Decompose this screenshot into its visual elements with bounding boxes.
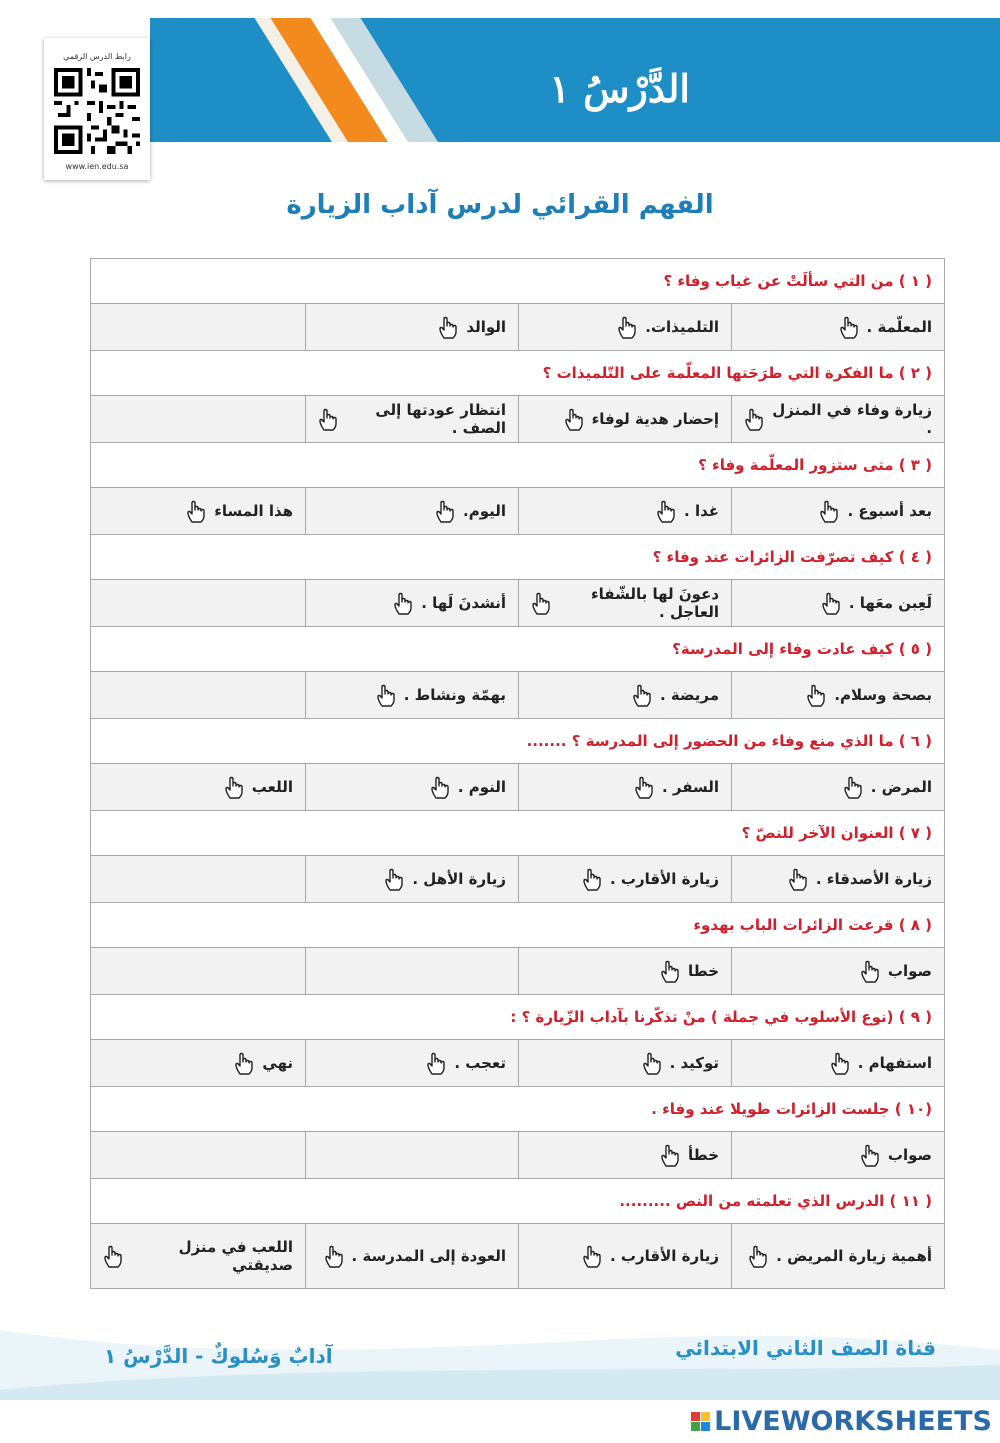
pointing-hand-icon[interactable] [660,959,682,983]
answer-option[interactable] [306,1040,519,1087]
answer-option-label: نهي [262,1054,294,1072]
answer-option-content [744,315,932,339]
answer-option[interactable] [732,1040,945,1087]
pointing-hand-icon[interactable] [748,1244,770,1268]
pointing-hand-icon[interactable] [224,775,246,799]
liveworksheets-brand[interactable] [691,1406,992,1437]
answer-option-label: العودة إلى المدرسة . [351,1247,507,1265]
answer-option[interactable] [306,764,519,811]
answer-option-content [744,401,932,437]
question-row [91,719,945,764]
question-row [91,1179,945,1224]
answer-option-content [744,683,932,707]
answer-option-content [744,591,932,615]
answer-option-label: زيارة وفاء في المنزل . [772,401,933,437]
answer-option-label: المعلّمة . [866,318,933,336]
answer-option-content [318,401,506,437]
question-text: ( ١ ) من التي سألَتْ عن غياب وفاء ؟ [91,259,945,304]
side-mark [995,70,1000,140]
answer-option-label: هذا المساء [214,502,294,520]
qr-caption: رابط الدرس الرقمي [63,52,131,61]
liveworksheets-logo-icon [691,1412,710,1431]
answer-option-label: إحضار هدية لوفاء [591,410,720,428]
pointing-hand-icon[interactable] [384,867,406,891]
pointing-hand-icon[interactable] [426,1051,448,1075]
answer-option-content [318,775,506,799]
answer-option-content [531,867,719,891]
answer-option-label: استفهام . [857,1054,933,1072]
question-row [91,443,945,488]
question-text: ( ٦ ) ما الذي منع وفاء من الحضور إلى المدرسة ؟ ....... [91,719,945,764]
pointing-hand-icon[interactable] [531,591,553,615]
empty-cell [91,1132,306,1179]
answer-option[interactable] [306,580,519,627]
empty-cell [91,304,306,351]
pointing-hand-icon[interactable] [860,1143,882,1167]
answer-option[interactable] [519,304,732,351]
liveworksheets-wordmark: LIVEWORKSHEETS [714,1406,992,1437]
pointing-hand-icon[interactable] [324,1244,346,1268]
answer-option-label: بهمّة ونشاط . [403,686,507,704]
answer-option-label: خطا [687,962,720,980]
answer-option-content [744,775,932,799]
answer-option-content [531,499,719,523]
answer-option-content [744,1244,932,1268]
answer-option[interactable] [732,580,945,627]
pointing-hand-icon[interactable] [656,499,678,523]
answer-option-label: انتظار عودتها إلى الصف . [375,401,507,437]
answer-option-content [103,775,293,799]
pointing-hand-icon[interactable] [642,1051,664,1075]
answer-option-label: دعونَ لها بالشّفاء العاجل . [591,585,720,621]
qr-url: www.ien.edu.sa [65,162,129,171]
answer-option[interactable] [732,1224,945,1289]
answer-option[interactable] [306,856,519,903]
answer-option-content [318,499,506,523]
answer-row [91,672,945,719]
pointing-hand-icon[interactable] [393,591,415,615]
empty-cell [91,948,306,995]
answer-option-label: خطأ [687,1146,720,1164]
question-row [91,1087,945,1132]
pointing-hand-icon[interactable] [186,499,208,523]
answer-row [91,488,945,535]
answer-row [91,948,945,995]
empty-cell [91,672,306,719]
answer-option-label: بصحة وسلام. [834,686,933,704]
pointing-hand-icon[interactable] [435,499,457,523]
answer-row [91,304,945,351]
question-text: ( ١١ ) الدرس الذي تعلمته من النص ......... [91,1179,945,1224]
pointing-hand-icon[interactable] [634,775,656,799]
answer-option[interactable] [732,948,945,995]
empty-cell [306,948,519,995]
pointing-hand-icon[interactable] [617,315,639,339]
answer-option[interactable] [519,764,732,811]
pointing-hand-icon[interactable] [234,1051,256,1075]
question-text: ( ٩ ) (نوع الأسلوب في جملة ) منْ تذكّرنا بآداب الزّيارة ؟ : [91,995,945,1040]
answer-option-content [531,1244,719,1268]
answer-option-label: غدا . [684,502,720,520]
answer-row [91,1132,945,1179]
qr-card[interactable] [44,38,150,180]
answer-option[interactable] [91,764,306,811]
answer-option-content [318,1051,506,1075]
answer-option-content [744,1051,932,1075]
answer-option-label: أنشدنَ لَها . [421,594,507,612]
answer-option-label: زيارة الأصدقاء . [815,870,933,888]
answer-option[interactable] [732,488,945,535]
page-title: الفهم القرائي لدرس آداب الزيارة [286,190,714,220]
answer-option[interactable] [91,1040,306,1087]
answer-option-label: التلميذات. [645,318,720,336]
answer-option-content [531,407,719,431]
answer-option-content [103,499,293,523]
answer-option[interactable] [732,764,945,811]
answer-option-content [318,591,506,615]
empty-cell [91,856,306,903]
answer-option-content [744,1143,932,1167]
question-text: (١٠ ) جلست الزائرات طويلا عند وفاء . [91,1087,945,1132]
answer-row [91,764,945,811]
answer-row [91,396,945,443]
question-text: ( ٢ ) ما الفكرة التي طرَحَتها المعلّمة على التّلميذات ؟ [91,351,945,396]
answer-row [91,1224,945,1289]
question-text: ( ٧ ) العنوان الآخر للنصّ ؟ [91,811,945,856]
answer-option[interactable] [519,1040,732,1087]
answer-option-label: صواب [887,1146,933,1164]
answer-option-content [531,585,719,621]
pointing-hand-icon[interactable] [744,407,766,431]
answer-option[interactable] [732,1132,945,1179]
empty-cell [306,1132,519,1179]
answer-option[interactable] [519,1224,732,1289]
answer-option[interactable] [519,1132,732,1179]
answer-option[interactable] [306,304,519,351]
answer-option-content [744,959,932,983]
answer-option-content [531,959,719,983]
answer-option-content [531,1143,719,1167]
answer-option-content [531,775,719,799]
answer-option-content [103,1051,293,1075]
answer-option-content [318,867,506,891]
question-text: ( ٨ ) قرعت الزائرات الباب بهدوء [91,903,945,948]
pointing-hand-icon[interactable] [376,683,398,707]
question-text: ( ٣ ) متى ستزور المعلّمة وفاء ؟ [91,443,945,488]
answer-option[interactable] [519,580,732,627]
answer-option-content [103,1238,293,1274]
answer-option-label: بعد أسبوع . [847,502,933,520]
answer-option-content [318,1244,506,1268]
answer-option-label: اليوم. [463,502,507,520]
question-row [91,627,945,672]
answer-option-label: الوالد [466,318,507,336]
footer-lesson-label: آدابٌ وَسُلوكٌ - الدَّرْسُ ١ [104,1344,333,1368]
answer-option[interactable] [306,488,519,535]
question-row [91,535,945,580]
answer-option-label: السفر . [661,778,720,796]
answer-option[interactable] [519,948,732,995]
answer-option-content [531,315,719,339]
pointing-hand-icon[interactable] [660,1143,682,1167]
answer-option-label: زيارة الأهل . [412,870,507,888]
empty-cell [91,580,306,627]
question-row [91,351,945,396]
question-row [91,995,945,1040]
pointing-hand-icon[interactable] [582,1244,604,1268]
header-banner [150,18,1000,142]
qr-code-icon [54,68,140,154]
answer-option-label: النوم . [457,778,507,796]
answer-option[interactable] [519,396,732,443]
answer-option-content [744,867,932,891]
pointing-hand-icon[interactable] [103,1244,125,1268]
pointing-hand-icon[interactable] [788,867,810,891]
pointing-hand-icon[interactable] [632,683,654,707]
pointing-hand-icon[interactable] [318,407,340,431]
answer-option[interactable] [732,856,945,903]
pointing-hand-icon[interactable] [582,867,604,891]
answer-option-label: زيارة الأقارب . [610,1247,720,1265]
answer-option[interactable] [519,488,732,535]
worksheet-table [90,258,945,1289]
answer-option-content [531,683,719,707]
answer-option-content [531,1051,719,1075]
answer-option[interactable] [91,488,306,535]
answer-option[interactable] [91,1224,306,1289]
answer-option-label: أهمية زيارة المريض . [776,1247,933,1265]
footer-channel-label: قناة الصف الثاني الابتدائي [675,1336,936,1360]
answer-option-label: اللعب [251,778,294,796]
question-text: ( ٤ ) كيف تصرّفت الزائرات عند وفاء ؟ [91,535,945,580]
question-text: ( ٥ ) كيف عادت وفاء إلى المدرسة؟ [91,627,945,672]
lesson-title: الدَّرْسُ ١ [549,66,690,111]
answer-option[interactable] [306,396,519,443]
pointing-hand-icon[interactable] [819,499,841,523]
answer-option[interactable] [306,672,519,719]
answer-row [91,580,945,627]
question-row [91,259,945,304]
answer-option-content [318,315,506,339]
pointing-hand-icon[interactable] [839,315,861,339]
answer-option[interactable] [306,1224,519,1289]
answer-option-label: توكيد . [669,1054,720,1072]
answer-option-label: زيارة الأقارب . [610,870,720,888]
pointing-hand-icon[interactable] [843,775,865,799]
pointing-hand-icon[interactable] [830,1051,852,1075]
pointing-hand-icon[interactable] [438,315,460,339]
answer-option-label: المرض . [870,778,933,796]
pointing-hand-icon[interactable] [564,407,586,431]
answer-option[interactable] [732,672,945,719]
empty-cell [91,396,306,443]
answer-option[interactable] [519,856,732,903]
answer-option[interactable] [519,672,732,719]
pointing-hand-icon[interactable] [821,591,843,615]
answer-option-label: تعجب . [454,1054,507,1072]
answer-option-label: لَعِبن معَها . [848,594,933,612]
question-row [91,811,945,856]
pointing-hand-icon[interactable] [430,775,452,799]
answer-option[interactable] [732,304,945,351]
pointing-hand-icon[interactable] [860,959,882,983]
answer-option-label: اللعب في منزل صديقتي [178,1238,294,1274]
answer-option-content [318,683,506,707]
pointing-hand-icon[interactable] [806,683,828,707]
answer-option-label: صواب [887,962,933,980]
answer-option[interactable] [732,396,945,443]
answer-row [91,856,945,903]
answer-row [91,1040,945,1087]
answer-option-label: مريضة . [659,686,720,704]
answer-option-content [744,499,932,523]
question-row [91,903,945,948]
